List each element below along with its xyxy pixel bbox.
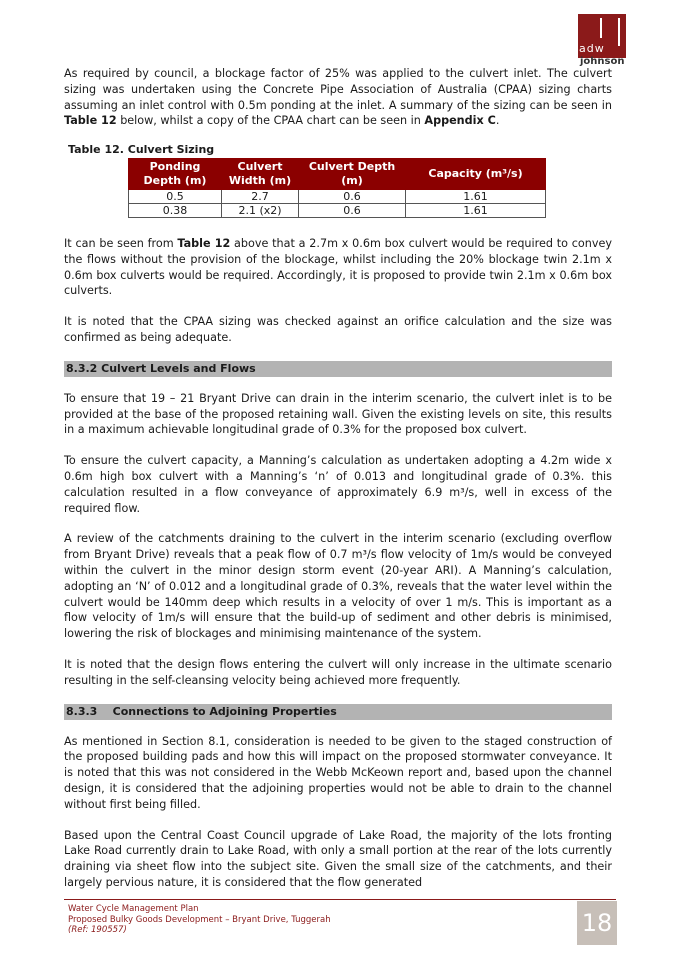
paragraph-mannings-capacity: To ensure the culvert capacity, a Manning’s calculation as undertaken adopting a 4.2m wide x 0.6m high box culvert with a Manning’s ‘n’ of 0.013 and longitudinal grade of 0.3%. this calculation resulted in a flow conveyance of approximately 6.9 m³/s, well in excess of the required flow. (64, 454, 612, 515)
table-row (129, 203, 546, 217)
section-heading-culvert-levels: 8.3.2 Culvert Levels and Flows (64, 361, 612, 377)
logo-box-text: adw (579, 42, 605, 55)
table-header: Culvert Depth (m) (299, 158, 406, 189)
section-heading-adjoining-properties: 8.3.3 Connections to Adjoining Properties (64, 704, 612, 720)
table-header: Capacity (m³/s) (406, 158, 546, 189)
footer-doc-title: Water Cycle Management Plan (68, 904, 199, 914)
paragraph-table-summary: It can be seen from Table 12 above that a 2.7m x 0.6m box culvert would be required to convey the flows without the provision of the blockage, whilst including the 20% blockage twin 2.1m x 0.6m box culverts would be required. Accordingly, it is proposed to provide twin 2.1m x 0.6m box culverts. (64, 236, 612, 298)
table-caption: Table 12. Culvert Sizing (68, 143, 215, 157)
paragraph-blockage: As required by council, a blockage factor of 25% was applied to the culvert inlet. The culvert sizing was undertaken using the Concrete Pipe Association of Australia (CPAA) sizing charts assuming an inlet control with 0.5m ponding at the inlet. A summary of the sizing can be seen in Table 12 below, whilst a copy of the CPAA chart can be seen in Appendix C. (64, 67, 612, 128)
culvert-sizing-table (128, 158, 546, 218)
footer-project: Proposed Bulky Goods Development – Bryant Drive, Tuggerah (68, 914, 331, 925)
paragraph-staged-construction: As mentioned in Section 8.1, consideration is needed to be given to the staged construction of the proposed building pads and how this will impact on the proposed stormwater conveyance. It is noted that this was not considered in the Webb McKeown report and, based upon the channel design, it is considered that the adjoining properties would not be able to drain to the channel without first being filled. (64, 734, 612, 811)
table-header-row (129, 158, 546, 189)
paragraph-ultimate-scenario: It is noted that the design flows entering the culvert will only increase in the ultimate scenario resulting in the self-cleansing velocity being achieved more frequently. (64, 657, 612, 687)
logo-mark (578, 14, 626, 58)
table-header: Culvert Width (m) (222, 158, 299, 189)
table-cell: 2.7 (222, 189, 299, 203)
table-cell: 2.1 (x2) (222, 203, 299, 217)
table-cell: 0.6 (299, 203, 406, 217)
table-cell: 0.5 (129, 189, 222, 203)
company-logo (578, 14, 628, 58)
paragraph-interim-drainage: To ensure that 19 – 21 Bryant Drive can drain in the interim scenario, the culvert inlet is to be provided at the base of the proposed retaining wall. Given the existing levels on site, this results in a maximum achievable longitudinal grade of 0.3% for the proposed box culvert. (64, 391, 612, 437)
page-body (64, 66, 612, 906)
table-cell: 0.38 (129, 203, 222, 217)
table-header: Ponding Depth (m) (129, 158, 222, 189)
paragraph-cpaa-check: It is noted that the CPAA sizing was checked against an orifice calculation and the size was confirmed as being adequate. (64, 315, 612, 344)
logo-subtext: johnson (580, 56, 625, 67)
paragraph-catchment-review: A review of the catchments draining to the culvert in the interim scenario (excluding overflow from Bryant Drive) reveals that a peak flow of 0.7 m³/s flow velocity of 1m/s would be conveyed within the culvert in the minor design storm event (20-year ARI). A Manning’s calculation, adopting an ‘N’ of 0.012 and a longitudinal grade of 0.3%, reveals that the water level within the culvert would be 140mm deep which results in a velocity of over 1 m/s. This is important as a flow velocity of 1m/s will ensure that the build-up of sediment and other debris is minimised, lowering the risk of blockages and minimising maintenance of the system. (64, 532, 612, 641)
table-cell: 1.61 (406, 203, 546, 217)
footer-text (68, 904, 331, 936)
paragraph-lake-road: Based upon the Central Coast Council upgrade of Lake Road, the majority of the lots fronting Lake Road currently drain to Lake Road, with only a small portion at the rear of the lots currently draining via sheet flow into the subject site. Given the small size of the catchments, and their largely pervious nature, it is considered that the flow generated (64, 828, 612, 889)
table-row (129, 189, 546, 203)
table-cell: 0.6 (299, 189, 406, 203)
page-number: 18 (577, 901, 617, 945)
footer-rule (64, 899, 616, 900)
footer-reference: (Ref: 190557) (68, 925, 127, 935)
table-cell: 1.61 (406, 189, 546, 203)
